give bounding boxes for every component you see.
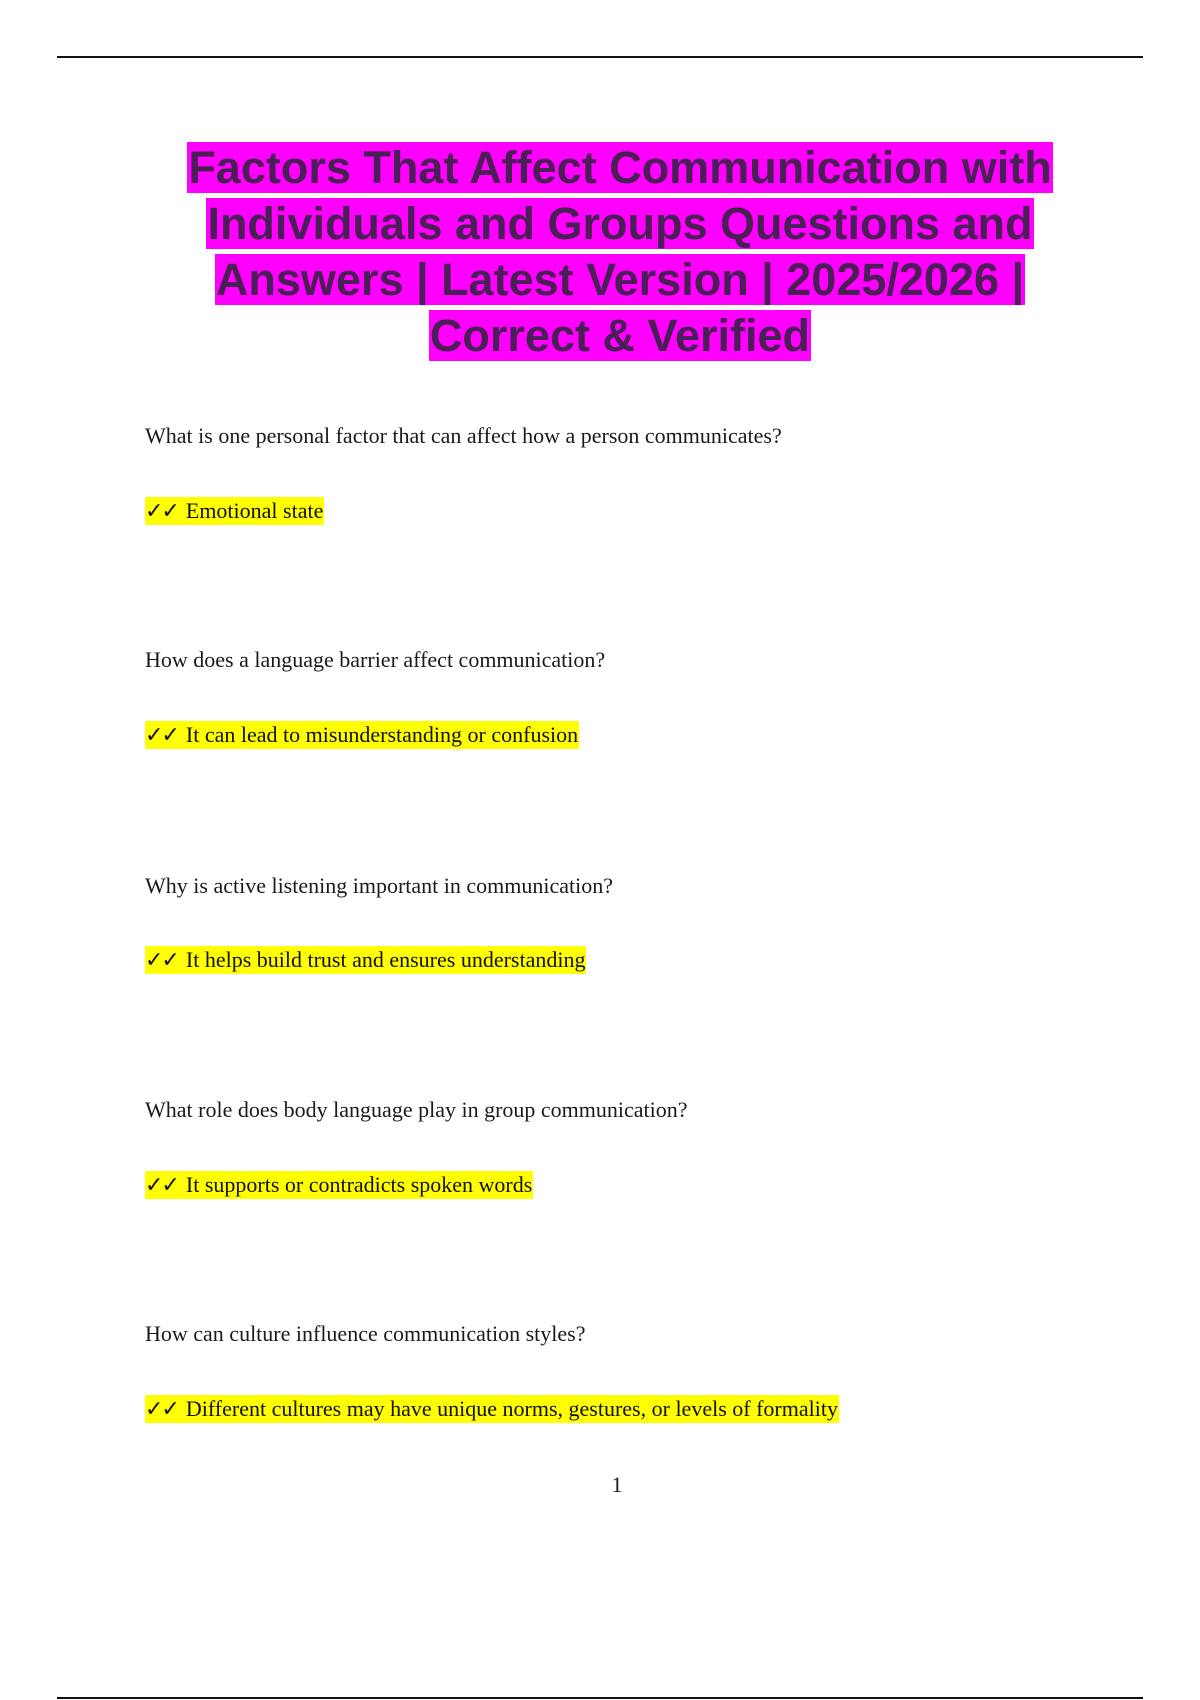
- double-check-icon: ✓✓: [145, 499, 178, 524]
- footer-rule: [57, 1697, 1143, 1699]
- answer: [145, 1170, 533, 1201]
- double-check-icon: ✓✓: [145, 723, 178, 748]
- answer-text: Different cultures may have unique norms, gestures, or levels of formality: [185, 1396, 838, 1421]
- answer-highlight: [145, 1171, 533, 1199]
- answer-highlight: [145, 497, 324, 525]
- double-check-icon: ✓✓: [145, 948, 178, 973]
- answer-highlight: [145, 721, 579, 749]
- double-check-icon: ✓✓: [145, 1173, 178, 1198]
- qa-item: [145, 1097, 1145, 1198]
- header-rule: [57, 56, 1143, 58]
- answer: [145, 496, 324, 527]
- page-number: 1: [611, 1472, 623, 1497]
- question: Why is active listening important in communication?: [145, 873, 614, 898]
- title-line-3: Answers | Latest Version | 2025/2026 |: [215, 254, 1025, 305]
- qa-item: [145, 647, 1145, 748]
- title-line-1: Factors That Affect Communication with: [188, 142, 1052, 193]
- answer-text: It supports or contradicts spoken words: [185, 1172, 533, 1197]
- title-line-4: Correct & Verified: [429, 310, 811, 361]
- double-check-icon: ✓✓: [145, 1397, 178, 1422]
- answer-text: It helps build trust and ensures understanding: [185, 947, 586, 972]
- question: What role does body language play in group communication?: [145, 1097, 688, 1122]
- answer-text: Emotional state: [185, 498, 324, 523]
- question: What is one personal factor that can affect how a person communicates?: [145, 423, 782, 448]
- qa-item: [145, 873, 1145, 973]
- answer: [145, 945, 586, 976]
- qa-item: [145, 423, 1145, 524]
- answer: [145, 1394, 839, 1425]
- document-title: [100, 140, 1140, 364]
- question: How can culture influence communication styles?: [145, 1321, 586, 1346]
- answer-highlight: [145, 946, 586, 974]
- title-line-2: Individuals and Groups Questions and: [207, 198, 1033, 249]
- answer: [145, 720, 579, 751]
- question: How does a language barrier affect communication?: [145, 647, 606, 672]
- answer-text: It can lead to misunderstanding or confusion: [185, 722, 579, 747]
- answer-highlight: [145, 1395, 839, 1423]
- qa-item: [145, 1321, 1145, 1422]
